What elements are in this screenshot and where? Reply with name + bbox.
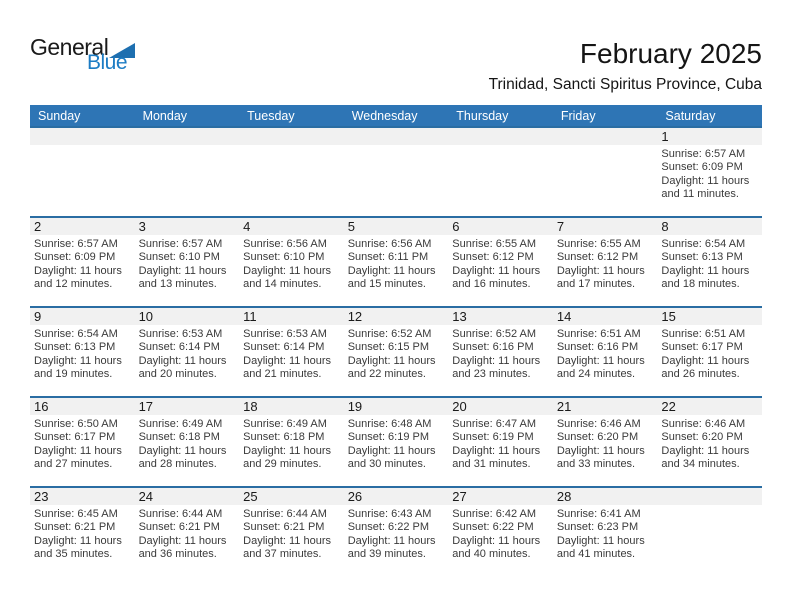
day-info <box>30 505 135 562</box>
sunset-text: Sunset: 6:10 PM <box>138 251 220 264</box>
sunrise-text: Sunrise: 6:53 AM <box>243 328 327 340</box>
day-cell-10 <box>135 308 240 396</box>
day-number: 25 <box>239 488 344 505</box>
day-info <box>344 505 449 562</box>
day-cell-1 <box>657 128 762 216</box>
day-cell-4 <box>239 218 344 306</box>
day-number <box>135 128 240 145</box>
daylight-text: Daylight: 11 hours and 37 minutes. <box>243 534 331 561</box>
day-number: 23 <box>30 488 135 505</box>
day-number: 10 <box>135 308 240 325</box>
day-number: 28 <box>553 488 658 505</box>
sunrise-text: Sunrise: 6:57 AM <box>661 148 746 160</box>
sunset-text: Sunset: 6:12 PM <box>452 251 534 264</box>
day-number: 18 <box>239 398 344 415</box>
sunset-text: Sunset: 6:16 PM <box>556 341 639 354</box>
day-info <box>657 415 762 472</box>
daylight-text: Daylight: 11 hours and 34 minutes. <box>661 444 750 471</box>
day-info <box>553 235 658 292</box>
sunrise-text: Sunrise: 6:45 AM <box>34 508 118 520</box>
day-info <box>30 235 135 292</box>
day-info <box>657 325 762 382</box>
weekday-header-friday: Friday <box>560 108 596 123</box>
sunrise-text: Sunrise: 6:48 AM <box>347 418 432 430</box>
day-info <box>553 505 658 562</box>
weekday-header-wednesday: Wednesday <box>351 108 418 123</box>
day-info <box>135 235 240 292</box>
week-row-5 <box>30 486 762 576</box>
day-cell-9 <box>30 308 135 396</box>
day-number: 15 <box>657 308 762 325</box>
day-number: 20 <box>448 398 553 415</box>
daylight-text: Daylight: 11 hours and 31 minutes. <box>452 444 541 471</box>
daylight-text: Daylight: 11 hours and 14 minutes. <box>243 264 331 291</box>
sunrise-text: Sunrise: 6:42 AM <box>452 508 537 520</box>
daylight-text: Daylight: 11 hours and 36 minutes. <box>138 534 227 561</box>
day-number: 21 <box>553 398 658 415</box>
day-cell-27 <box>448 488 553 576</box>
day-number <box>344 128 449 145</box>
day-number: 24 <box>135 488 240 505</box>
day-number: 26 <box>344 488 449 505</box>
weekday-header-row <box>30 105 762 126</box>
sunrise-text: Sunrise: 6:54 AM <box>34 328 118 340</box>
sunset-text: Sunset: 6:15 PM <box>347 341 430 354</box>
weekday-header-thursday: Thursday <box>456 108 509 123</box>
day-number: 27 <box>448 488 553 505</box>
daylight-text: Daylight: 11 hours and 24 minutes. <box>556 354 645 381</box>
day-info <box>553 325 658 382</box>
daylight-text: Daylight: 11 hours and 12 minutes. <box>34 264 122 291</box>
sunrise-text: Sunrise: 6:57 AM <box>138 238 223 250</box>
day-cell-15 <box>657 308 762 396</box>
day-info <box>239 505 344 562</box>
day-cell-3 <box>135 218 240 306</box>
sunset-text: Sunset: 6:21 PM <box>34 521 116 534</box>
day-number: 7 <box>553 218 658 235</box>
daylight-text: Daylight: 11 hours and 41 minutes. <box>556 534 645 561</box>
day-number: 11 <box>239 308 344 325</box>
sunset-text: Sunset: 6:21 PM <box>138 521 220 534</box>
day-cell-6 <box>448 218 553 306</box>
day-number <box>553 128 658 145</box>
day-cell-28 <box>553 488 658 576</box>
sunset-text: Sunset: 6:13 PM <box>34 341 116 354</box>
day-info <box>344 415 449 472</box>
daylight-text: Daylight: 11 hours and 39 minutes. <box>347 534 436 561</box>
sunset-text: Sunset: 6:21 PM <box>243 521 325 534</box>
weekday-header-monday: Monday <box>142 108 188 123</box>
sunrise-text: Sunrise: 6:49 AM <box>243 418 327 430</box>
day-cell-8 <box>657 218 762 306</box>
sunrise-text: Sunrise: 6:51 AM <box>661 328 746 340</box>
week-row-2 <box>30 216 762 306</box>
day-info <box>448 505 553 562</box>
sunset-text: Sunset: 6:13 PM <box>661 251 743 264</box>
month-title: February 2025 <box>579 38 762 69</box>
daylight-text: Daylight: 11 hours and 28 minutes. <box>138 444 227 471</box>
day-info <box>448 325 553 382</box>
day-number <box>448 128 553 145</box>
sunset-text: Sunset: 6:20 PM <box>661 431 743 444</box>
day-cell-7 <box>553 218 658 306</box>
day-info <box>135 415 240 472</box>
sunrise-text: Sunrise: 6:53 AM <box>138 328 223 340</box>
daylight-text: Daylight: 11 hours and 35 minutes. <box>34 534 122 561</box>
sunset-text: Sunset: 6:20 PM <box>556 431 639 444</box>
sunrise-text: Sunrise: 6:55 AM <box>556 238 641 250</box>
day-number: 5 <box>344 218 449 235</box>
day-info <box>448 415 553 472</box>
daylight-text: Daylight: 11 hours and 23 minutes. <box>452 354 541 381</box>
sunrise-text: Sunrise: 6:47 AM <box>452 418 537 430</box>
daylight-text: Daylight: 11 hours and 20 minutes. <box>138 354 227 381</box>
sunrise-text: Sunrise: 6:43 AM <box>347 508 432 520</box>
empty-day-cell <box>135 128 240 216</box>
day-info <box>553 415 658 472</box>
daylight-text: Daylight: 11 hours and 29 minutes. <box>243 444 331 471</box>
empty-day-cell <box>239 128 344 216</box>
sunset-text: Sunset: 6:18 PM <box>138 431 220 444</box>
day-cell-18 <box>239 398 344 486</box>
day-number: 22 <box>657 398 762 415</box>
sunset-text: Sunset: 6:14 PM <box>138 341 220 354</box>
day-number <box>239 128 344 145</box>
logo-text-blue: Blue <box>87 51 128 74</box>
sunset-text: Sunset: 6:19 PM <box>452 431 534 444</box>
weekday-header-saturday: Saturday <box>665 108 716 123</box>
daylight-text: Daylight: 11 hours and 18 minutes. <box>661 264 750 291</box>
day-cell-13 <box>448 308 553 396</box>
sunrise-text: Sunrise: 6:52 AM <box>452 328 537 340</box>
sunset-text: Sunset: 6:19 PM <box>347 431 430 444</box>
sunrise-text: Sunrise: 6:55 AM <box>452 238 537 250</box>
weekday-header-tuesday: Tuesday <box>247 108 295 123</box>
sunset-text: Sunset: 6:23 PM <box>556 521 639 534</box>
general-blue-logo <box>30 36 135 73</box>
empty-day-cell <box>553 128 658 216</box>
day-number: 1 <box>657 128 762 145</box>
sunset-text: Sunset: 6:17 PM <box>661 341 743 354</box>
day-info <box>344 235 449 292</box>
calendar-grid <box>30 105 762 576</box>
day-info <box>344 325 449 382</box>
daylight-text: Daylight: 11 hours and 17 minutes. <box>556 264 645 291</box>
day-info <box>135 325 240 382</box>
day-info <box>657 145 762 202</box>
daylight-text: Daylight: 11 hours and 40 minutes. <box>452 534 541 561</box>
day-cell-20 <box>448 398 553 486</box>
day-info <box>30 325 135 382</box>
day-cell-22 <box>657 398 762 486</box>
sunrise-text: Sunrise: 6:54 AM <box>661 238 746 250</box>
day-cell-14 <box>553 308 658 396</box>
daylight-text: Daylight: 11 hours and 27 minutes. <box>34 444 122 471</box>
day-number: 14 <box>553 308 658 325</box>
day-number: 16 <box>30 398 135 415</box>
empty-day-cell <box>657 488 762 576</box>
week-row-4 <box>30 396 762 486</box>
day-info <box>448 235 553 292</box>
day-info <box>30 415 135 472</box>
sunrise-text: Sunrise: 6:56 AM <box>243 238 327 250</box>
day-number <box>30 128 135 145</box>
sunset-text: Sunset: 6:11 PM <box>347 251 429 264</box>
daylight-text: Daylight: 11 hours and 16 minutes. <box>452 264 541 291</box>
sunset-text: Sunset: 6:09 PM <box>34 251 116 264</box>
sunset-text: Sunset: 6:18 PM <box>243 431 325 444</box>
day-number: 6 <box>448 218 553 235</box>
daylight-text: Daylight: 11 hours and 19 minutes. <box>34 354 122 381</box>
day-cell-21 <box>553 398 658 486</box>
sunset-text: Sunset: 6:17 PM <box>34 431 116 444</box>
day-info <box>239 415 344 472</box>
daylight-text: Daylight: 11 hours and 33 minutes. <box>556 444 645 471</box>
day-cell-2 <box>30 218 135 306</box>
sunrise-text: Sunrise: 6:51 AM <box>556 328 641 340</box>
day-number: 3 <box>135 218 240 235</box>
day-cell-23 <box>30 488 135 576</box>
day-info <box>239 235 344 292</box>
daylight-text: Daylight: 11 hours and 21 minutes. <box>243 354 331 381</box>
day-number: 12 <box>344 308 449 325</box>
sunrise-text: Sunrise: 6:46 AM <box>661 418 746 430</box>
empty-day-cell <box>344 128 449 216</box>
day-info <box>239 325 344 382</box>
sunrise-text: Sunrise: 6:57 AM <box>34 238 118 250</box>
daylight-text: Daylight: 11 hours and 30 minutes. <box>347 444 436 471</box>
week-row-3 <box>30 306 762 396</box>
sunrise-text: Sunrise: 6:50 AM <box>34 418 118 430</box>
daylight-text: Daylight: 11 hours and 13 minutes. <box>138 264 227 291</box>
sunset-text: Sunset: 6:22 PM <box>452 521 534 534</box>
daylight-text: Daylight: 11 hours and 22 minutes. <box>347 354 436 381</box>
sunset-text: Sunset: 6:22 PM <box>347 521 430 534</box>
day-info <box>135 505 240 562</box>
day-info <box>657 235 762 292</box>
sunrise-text: Sunrise: 6:41 AM <box>556 508 641 520</box>
day-number <box>657 488 762 505</box>
location-subtitle: Trinidad, Sancti Spiritus Province, Cuba <box>488 76 762 93</box>
day-number: 4 <box>239 218 344 235</box>
empty-day-cell <box>30 128 135 216</box>
sunrise-text: Sunrise: 6:49 AM <box>138 418 223 430</box>
daylight-text: Daylight: 11 hours and 11 minutes. <box>661 174 750 201</box>
weekday-header-sunday: Sunday <box>38 108 81 123</box>
sunset-text: Sunset: 6:14 PM <box>243 341 325 354</box>
day-cell-16 <box>30 398 135 486</box>
week-row-1 <box>30 126 762 216</box>
logo-text-general: General <box>30 34 109 60</box>
sunset-text: Sunset: 6:16 PM <box>452 341 534 354</box>
sunset-text: Sunset: 6:09 PM <box>661 161 743 174</box>
empty-day-cell <box>448 128 553 216</box>
day-number: 8 <box>657 218 762 235</box>
day-cell-24 <box>135 488 240 576</box>
sunset-text: Sunset: 6:12 PM <box>556 251 639 264</box>
day-number: 2 <box>30 218 135 235</box>
sunrise-text: Sunrise: 6:52 AM <box>347 328 432 340</box>
day-number: 9 <box>30 308 135 325</box>
day-cell-25 <box>239 488 344 576</box>
day-cell-26 <box>344 488 449 576</box>
sunset-text: Sunset: 6:10 PM <box>243 251 325 264</box>
daylight-text: Daylight: 11 hours and 15 minutes. <box>347 264 436 291</box>
sunrise-text: Sunrise: 6:44 AM <box>243 508 327 520</box>
sunrise-text: Sunrise: 6:56 AM <box>347 238 432 250</box>
daylight-text: Daylight: 11 hours and 26 minutes. <box>661 354 750 381</box>
day-number: 19 <box>344 398 449 415</box>
day-cell-17 <box>135 398 240 486</box>
day-cell-5 <box>344 218 449 306</box>
day-number: 13 <box>448 308 553 325</box>
sunrise-text: Sunrise: 6:44 AM <box>138 508 223 520</box>
day-cell-19 <box>344 398 449 486</box>
sunrise-text: Sunrise: 6:46 AM <box>556 418 641 430</box>
day-cell-12 <box>344 308 449 396</box>
day-cell-11 <box>239 308 344 396</box>
day-number: 17 <box>135 398 240 415</box>
